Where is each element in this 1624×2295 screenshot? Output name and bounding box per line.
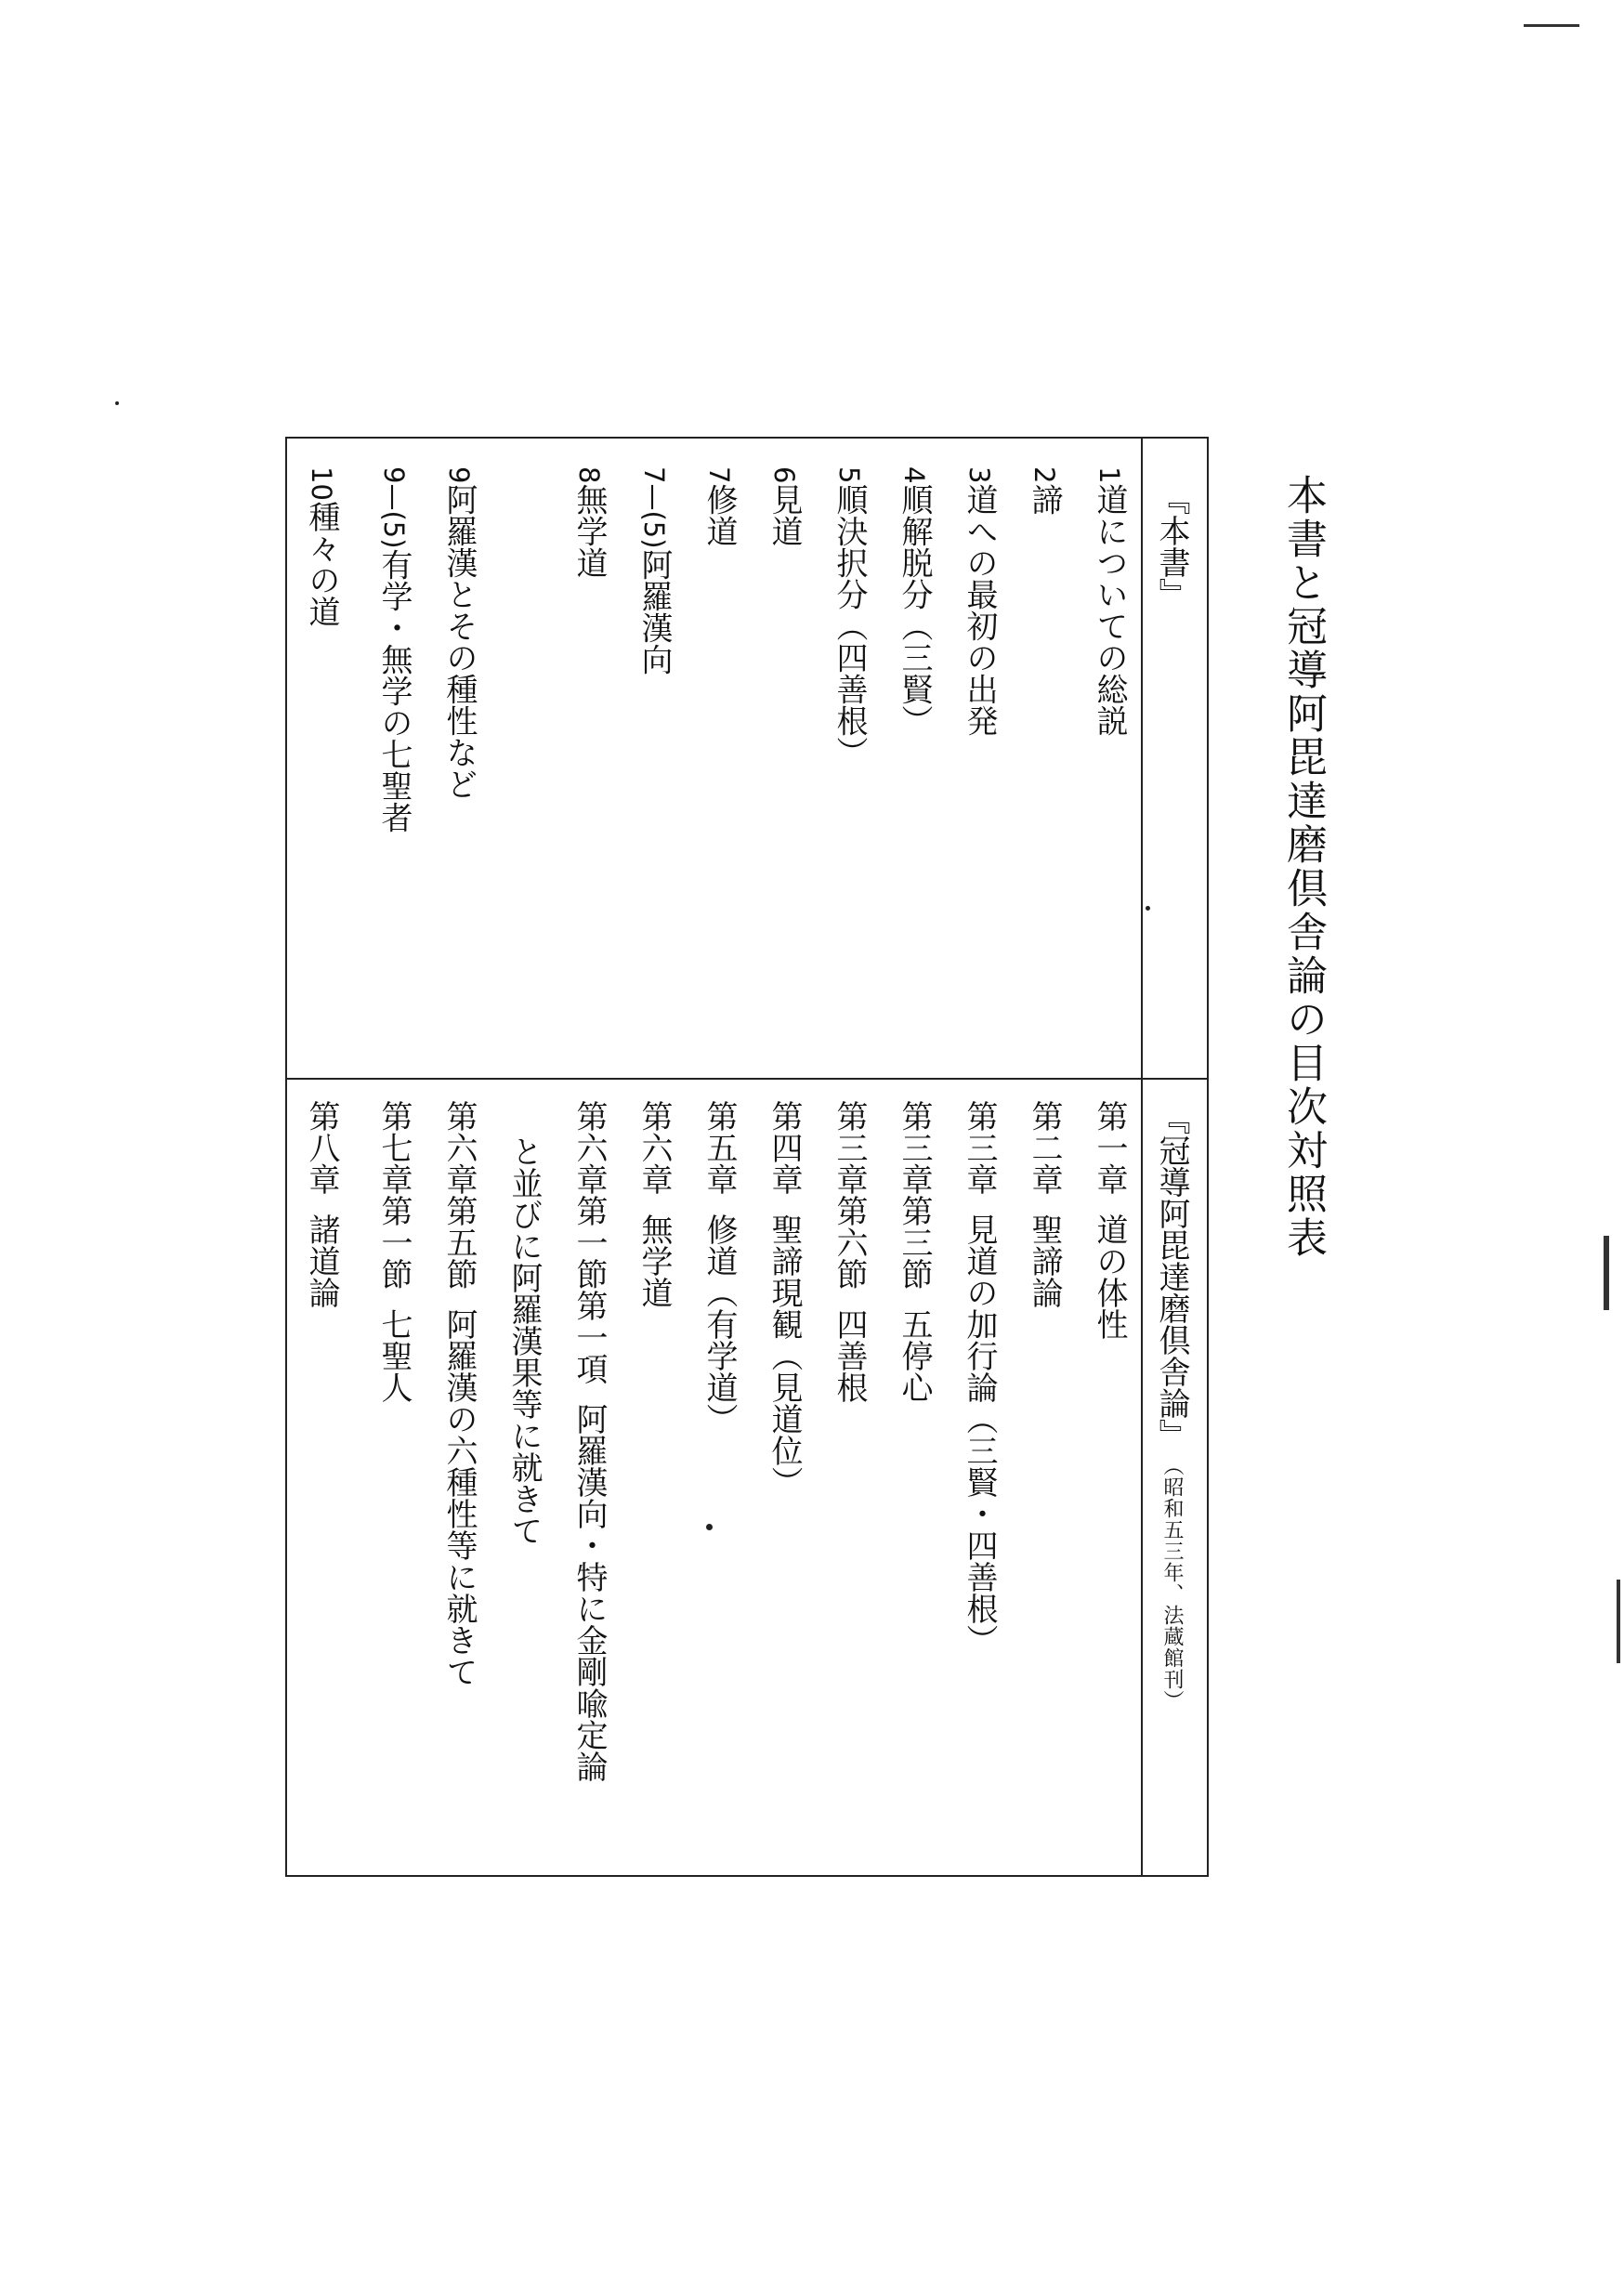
kando-title: 四善根 (831, 1308, 868, 1403)
kando-chapter: 第七章第一節 (375, 1100, 413, 1290)
honsho-item (961, 466, 998, 737)
kando-chapter: 第六章 (635, 1100, 673, 1195)
honsho-item-number: 5 (833, 466, 865, 484)
honsho-item-text: 道についての総説 (1091, 483, 1128, 737)
honsho-item (440, 466, 478, 800)
kando-chapter: 第六章第一節第一項 (570, 1100, 608, 1384)
kando-title: 道の体性 (1091, 1213, 1128, 1340)
honsho-item (303, 466, 340, 627)
header-divider (1141, 439, 1143, 1875)
honsho-item-number: 6 (768, 466, 800, 484)
honsho-item (896, 466, 933, 737)
page-title: 本書と冠導阿毘達磨倶舎論の目次対照表 (1279, 474, 1327, 1260)
honsho-item-text: 阿羅漢向 (635, 548, 673, 675)
honsho-item-number: 8 (573, 466, 605, 484)
kando-title: 七聖人 (375, 1308, 413, 1403)
kando-item (766, 1100, 803, 1498)
kando-chapter: 第三章 (961, 1100, 998, 1195)
comparison-table (285, 437, 1209, 1877)
scan-speck (1146, 906, 1150, 911)
kando-item (701, 1100, 738, 1435)
kando-chapter: 第一章 (1091, 1100, 1128, 1195)
kando-item (303, 1100, 340, 1308)
honsho-item (570, 466, 608, 579)
honsho-item-text: 諦 (1026, 483, 1063, 516)
honsho-item (1091, 466, 1128, 737)
honsho-item-text: 有学・無学の七聖者 (375, 548, 413, 833)
kando-chapter: 第五章 (701, 1100, 738, 1195)
kando-item (375, 1100, 413, 1403)
honsho-item-text: 無学道 (570, 483, 608, 579)
kando-item-continuation (505, 1135, 543, 1546)
kando-chapter: 第三章第六節 (831, 1100, 868, 1290)
kando-title: 見道の加行論（三賢・四善根） (961, 1213, 998, 1656)
honsho-header: 『本書』 (1153, 483, 1190, 610)
kando-chapter: 第三章第三節 (896, 1100, 933, 1290)
honsho-item-text: 順解脱分（三賢） (896, 483, 933, 737)
honsho-item-number: 10 (306, 466, 337, 501)
kando-title: 五停心 (896, 1308, 933, 1403)
honsho-item (1026, 466, 1063, 516)
kando-chapter: 第四章 (766, 1100, 803, 1195)
row-divider (287, 1078, 1207, 1080)
honsho-item (831, 466, 868, 768)
honsho-item-number: 4 (898, 466, 930, 484)
honsho-item-text: 修道 (701, 483, 738, 547)
kando-item (1091, 1100, 1128, 1340)
kando-item (440, 1100, 478, 1687)
kando-title: 聖諦論 (1026, 1213, 1063, 1308)
kando-item (961, 1100, 998, 1656)
kando-title: 修道（有学道） (701, 1213, 738, 1435)
kando-header-note: （昭和五三年、法蔵館刊） (1160, 1465, 1184, 1711)
scan-edge-mark (1524, 24, 1579, 27)
kando-title: 阿羅漢の六種性等に就きて (440, 1308, 478, 1687)
honsho-item-number: 7 (703, 466, 735, 484)
kando-header (1153, 1103, 1190, 1711)
honsho-item (766, 466, 803, 547)
kando-chapter: 第二章 (1026, 1100, 1063, 1195)
kando-title: 阿羅漢向・特に金剛喩定論 (570, 1403, 608, 1782)
honsho-item (635, 466, 673, 675)
honsho-item-number: 3 (963, 466, 995, 484)
kando-item (831, 1100, 868, 1403)
kando-item (1026, 1100, 1063, 1308)
kando-item (896, 1100, 933, 1403)
honsho-item (701, 466, 738, 547)
honsho-item-text: 種々の道 (303, 500, 340, 627)
honsho-item-number: 2 (1028, 466, 1060, 484)
honsho-item (375, 466, 413, 833)
kando-title: 聖諦現観（見道位） (766, 1213, 803, 1498)
honsho-item-number: 9 (443, 466, 475, 484)
kando-header-title: 『冠導阿毘達磨倶舎論』 (1153, 1103, 1190, 1450)
scan-speck (115, 401, 119, 405)
kando-item (635, 1100, 673, 1308)
kando-chapter: 第八章 (303, 1100, 340, 1195)
scan-edge-mark (1617, 1580, 1620, 1663)
honsho-item-number: 9—(5) (378, 466, 410, 549)
kando-chapter: 第六章第五節 (440, 1100, 478, 1290)
kando-item (570, 1100, 608, 1782)
honsho-item-text: 阿羅漢とその種性など (440, 483, 478, 800)
honsho-item-number: 1 (1094, 466, 1125, 484)
honsho-item-text: 見道 (766, 483, 803, 547)
scan-edge-mark (1604, 1236, 1609, 1310)
kando-title: 無学道 (635, 1213, 673, 1308)
honsho-item-text: 道への最初の出発 (961, 483, 998, 737)
honsho-item-number: 7—(5) (638, 466, 670, 549)
kando-title: 諸道論 (303, 1213, 340, 1308)
honsho-item-text: 順決択分（四善根） (831, 483, 868, 768)
kando-title: と並びに阿羅漢果等に就きて (505, 1135, 543, 1546)
scan-speck (706, 1524, 713, 1530)
